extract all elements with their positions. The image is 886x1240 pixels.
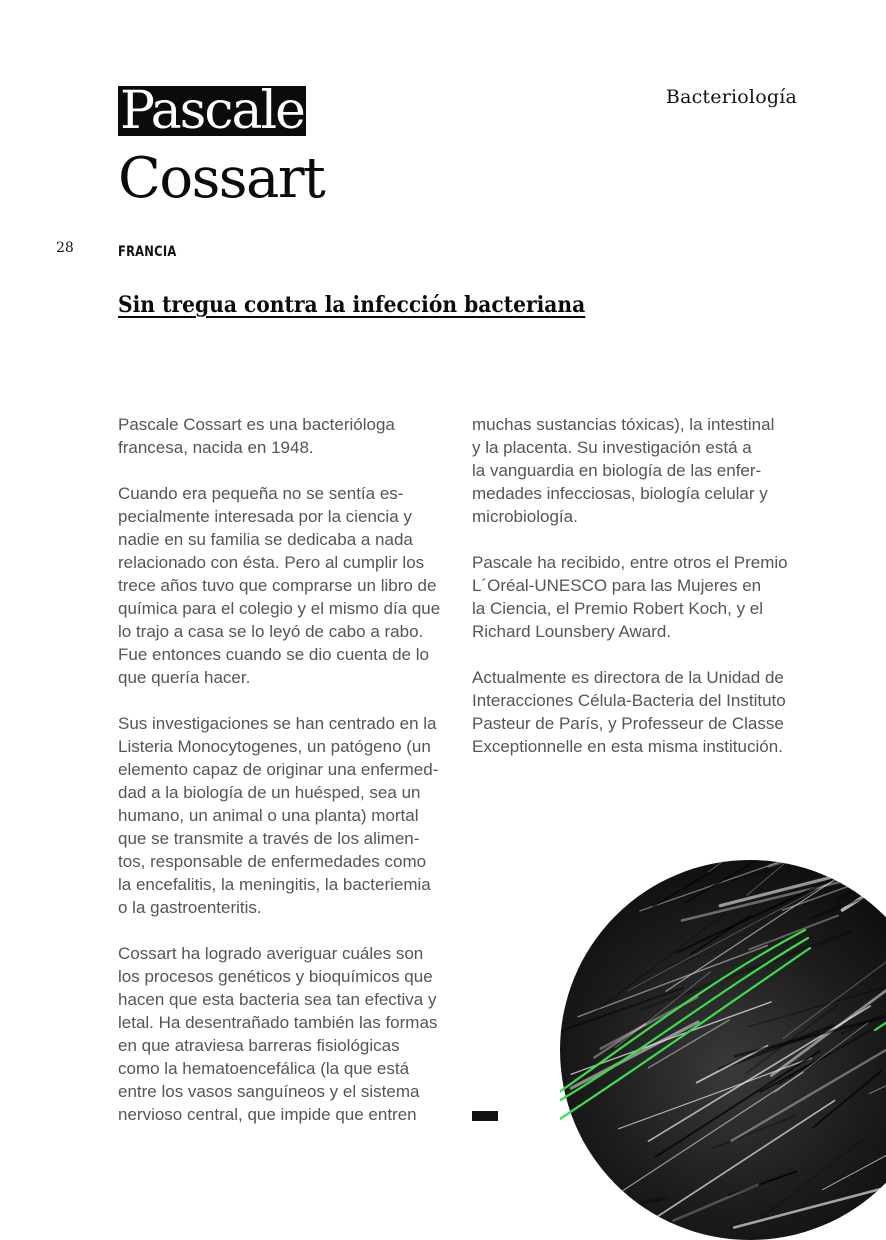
end-of-article-mark xyxy=(472,1111,498,1121)
paragraph: Sus investigaciones se han centrado en la Listeria Monocytogenes, un patógeno (un elemento capaz de originar una enfermed- dad a la biología de un huésped, sea un humano, un animal o una planta) mortal que se transmite a través de los alimen- tos, responsable de enfermedades como la encefalitis, la meningitis, la bacteriemia o la gastroenteritis. xyxy=(118,714,439,917)
paragraph: Pascale Cossart es una bacterióloga francesa, nacida en 1948. xyxy=(118,415,395,457)
decorative-circle-illustration xyxy=(560,860,886,1240)
page-number: 28 xyxy=(56,240,74,256)
country-label: FRANCIA xyxy=(118,244,177,260)
paragraph: Cossart ha logrado averiguar cuáles son los procesos genéticos y bioquímicos que hacen que esta bacteria sea tan efectiva y letal. Ha desentrañado también las formas en que atraviesa barreras fisiológicas como la hematoencefálica (la que está entre los vasos sanguíneos y el sistema nervioso central, que impide que entren xyxy=(118,944,438,1124)
paragraph: muchas sustancias tóxicas), la intestinal y la placenta. Su investigación está a la vanguardia en biología de las enfer- medades infecciosas, biología celular y microbiología. xyxy=(472,415,775,526)
section-label: Bacteriología xyxy=(665,86,797,108)
title-last-name: Cossart xyxy=(118,146,325,211)
brush-stroke xyxy=(624,860,675,874)
paragraph: Cuando era pequeña no se sentía es- pecialmente interesada por la ciencia y nadie en su familia se dedicaba a nada relacionado con ésta. Pero al cumplir los trece años tuvo que comprarse un libro de química para el colegio y el mismo día que lo trajo a casa se lo leyó de cabo a rabo. Fue entonces cuando se dio cuenta de lo que quería hacer. xyxy=(118,484,441,687)
paragraph: Actualmente es directora de la Unidad de Interacciones Célula-Bacteria del Instituto Pasteur de París, y Professeur de Classe Exceptionnelle en esta misma institución. xyxy=(472,668,786,756)
body-left-column xyxy=(118,413,448,1149)
title-first-name: Pascale xyxy=(120,81,304,141)
article-subtitle: Sin tregua contra la infección bacteriana xyxy=(118,292,586,318)
brush-stroke xyxy=(568,1196,629,1225)
body-right-column xyxy=(472,413,802,781)
paragraph: Pascale ha recibido, entre otros el Premio L´Oréal-UNESCO para las Mujeres en la Ciencia, el Premio Robert Koch, y el Richard Lounsbery Award. xyxy=(472,553,788,641)
